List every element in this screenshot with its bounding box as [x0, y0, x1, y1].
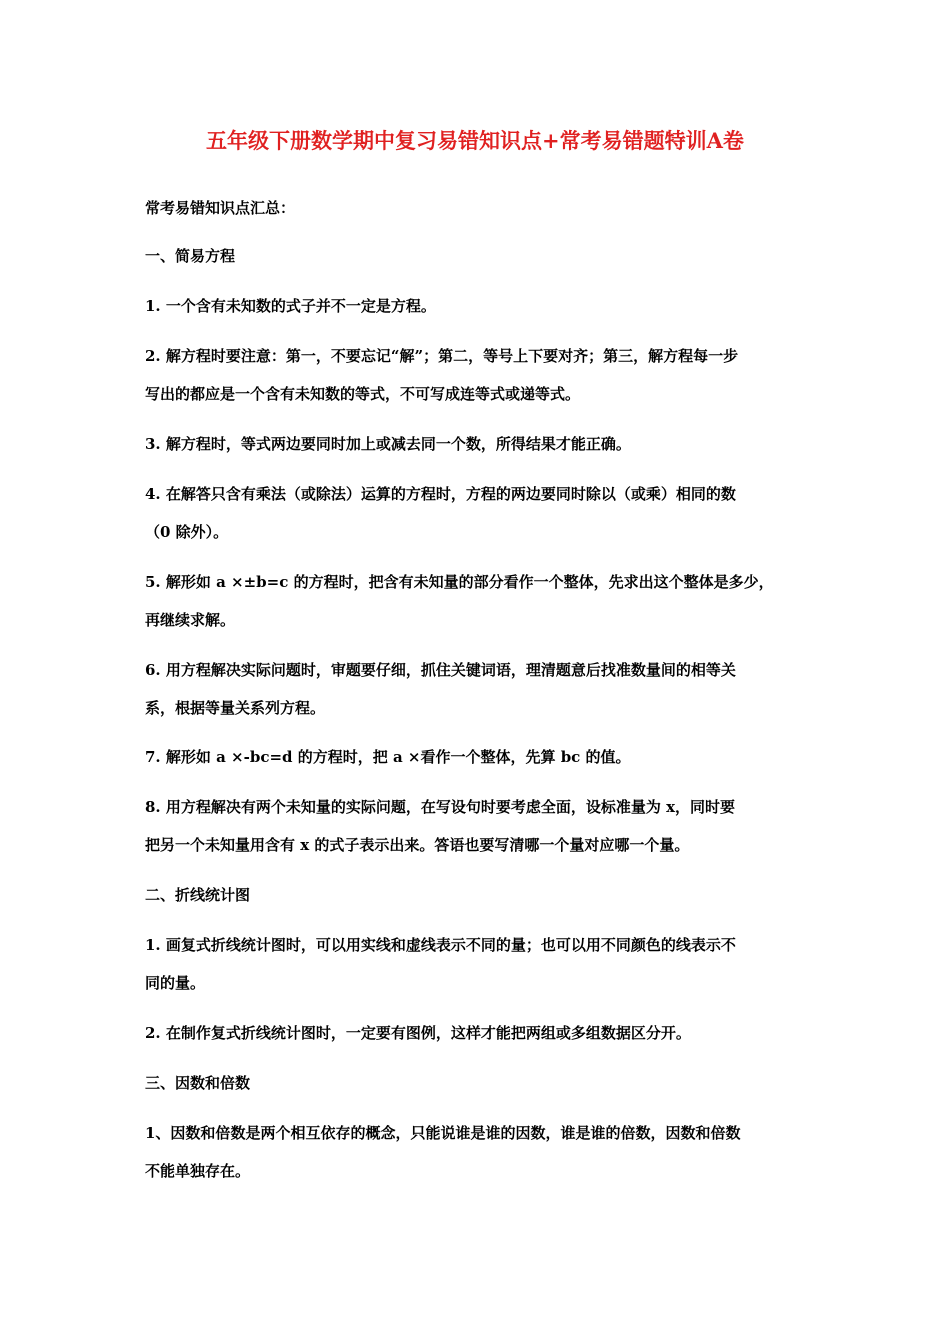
- list-item-line: 3. 解方程时，等式两边要同时加上或减去同一个数，所得结果才能正确。: [145, 435, 631, 453]
- list-item-line: 写出的都应是一个含有未知数的等式，不可写成连等式或递等式。: [145, 385, 581, 403]
- list-item-line: 1. 一个含有未知数的式子并不一定是方程。: [145, 297, 436, 315]
- list-item-line: （0 除外）。: [145, 523, 229, 541]
- list-item-line: 4. 在解答只含有乘法（或除法）运算的方程时，方程的两边要同时除以（或乘）相同的数: [145, 485, 736, 503]
- list-item-line: 1. 画复式折线统计图时，可以用实线和虚线表示不同的量；也可以用不同颜色的线表示不: [145, 936, 736, 954]
- section-heading: 一、简易方程: [145, 247, 236, 265]
- list-item-line: 2. 在制作复式折线统计图时，一定要有图例，这样才能把两组或多组数据区分开。: [145, 1024, 691, 1042]
- list-item-line: 5. 解形如 a ×±b=c 的方程时，把含有未知量的部分看作一个整体，先求出这个整体是多少，: [145, 573, 774, 591]
- list-item-line: 同的量。: [145, 974, 206, 992]
- list-item-line: 再继续求解。: [145, 611, 236, 629]
- list-item-line: 2. 解方程时要注意：第一，不要忘记“解”；第二，等号上下要对齐；第三，解方程每一步: [145, 347, 739, 365]
- list-item-line: 6. 用方程解决实际问题时，审题要仔细，抓住关键词语，理清题意后找准数量间的相等关: [145, 661, 736, 679]
- list-item-line: 系，根据等量关系列方程。: [145, 699, 326, 717]
- list-item-line: 1、因数和倍数是两个相互依存的概念，只能说谁是谁的因数，谁是谁的倍数，因数和倍数: [145, 1124, 741, 1142]
- section-heading: 三、因数和倍数: [145, 1074, 251, 1092]
- list-item-line: 7. 解形如 a ×-bc=d 的方程时，把 a ×看作一个整体，先算 bc 的值。: [145, 748, 631, 766]
- list-item-line: 把另一个未知量用含有 x 的式子表示出来。答语也要写清哪一个量对应哪一个量。: [145, 836, 690, 854]
- summary-heading: 常考易错知识点汇总：: [145, 199, 296, 217]
- list-item-line: 8. 用方程解决有两个未知量的实际问题，在写设句时要考虑全面，设标准量为 x，同时要: [145, 798, 736, 816]
- section-heading: 二、折线统计图: [145, 886, 251, 904]
- document-title: 五年级下册数学期中复习易错知识点+常考易错题特训A卷: [206, 128, 744, 153]
- list-item-line: 不能单独存在。: [145, 1162, 251, 1180]
